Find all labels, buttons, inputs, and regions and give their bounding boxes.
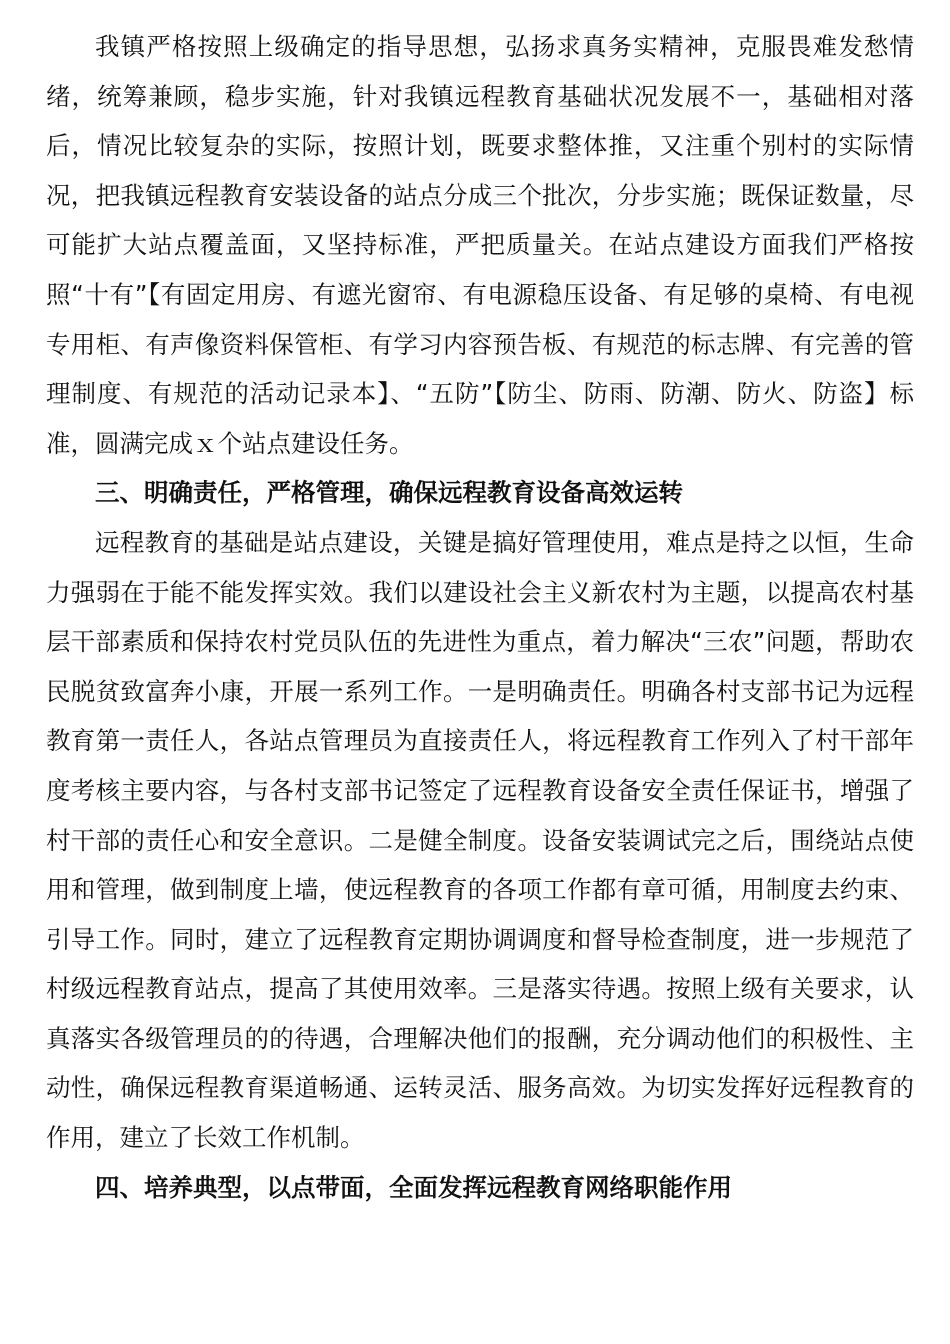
body-paragraph-2: 远程教育的基础是站点建设，关键是搞好管理使用，难点是持之以恒，生命力强弱在于能不能发挥实效。我们以建设社会主义新农村为主题，以提高农村基层干部素质和保持农村党员队伍的先进性为重点，着力解决“三农”问题，帮助农民脱贫致富奔小康，开展一系列工作。一是明确责任。明确各村支部书记为远程教育第一责任人，各站点管理员为直接责任人，将远程教育工作列入了村干部年度考核主要内容，与各村支部书记签定了远程教育设备安全责任保证书，增强了村干部的责任心和安全意识。二是健全制度。设备安装调试完之后，围绕站点使用和管理，做到制度上墙，使远程教育的各项工作都有章可循，用制度去约束、引导工作。同时，建立了远程教育定期协调调度和督导检查制度，进一步规范了村级远程教育站点，提高了其使用效率。三是落实待遇。按照上级有关要求，认真落实各级管理员的的待遇，合理解决他们的报酬，充分调动他们的积极性、主动性，确保远程教育渠道畅通、运转灵活、服务高效。为切实发挥好远程教育的作用，建立了长效工作机制。 <box>46 527 914 1153</box>
document-page <box>46 22 914 1212</box>
section-heading-3: 三、明确责任，严格管理，确保远程教育设备高效运转 <box>95 478 683 508</box>
body-paragraph-1: 我镇严格按照上级确定的指导思想，弘扬求真务实精神，克服畏难发愁情绪，统筹兼顾，稳步实施，针对我镇远程教育基础状况发展不一，基础相对落后，情况比较复杂的实际，按照计划，既要求整体推，又注重个别村的实际情况，把我镇远程教育安装设备的站点分成三个批次，分步实施；既保证数量，尽可能扩大站点覆盖面，又坚持标准，严把质量关。在站点建设方面我们严格按照“十有”【有固定用房、有遮光窗帘、有电源稳压设备、有足够的桌椅、有电视专用柜、有声像资料保管柜、有学习内容预告板、有规范的标志牌、有完善的管理制度、有规范的活动记录本】、“五防”【防尘、防雨、防潮、防火、防盗】标准，圆满完成ｘ个站点建设任务。 <box>46 32 914 458</box>
section-heading-4: 四、培养典型，以点带面，全面发挥远程教育网络职能作用 <box>95 1172 732 1202</box>
